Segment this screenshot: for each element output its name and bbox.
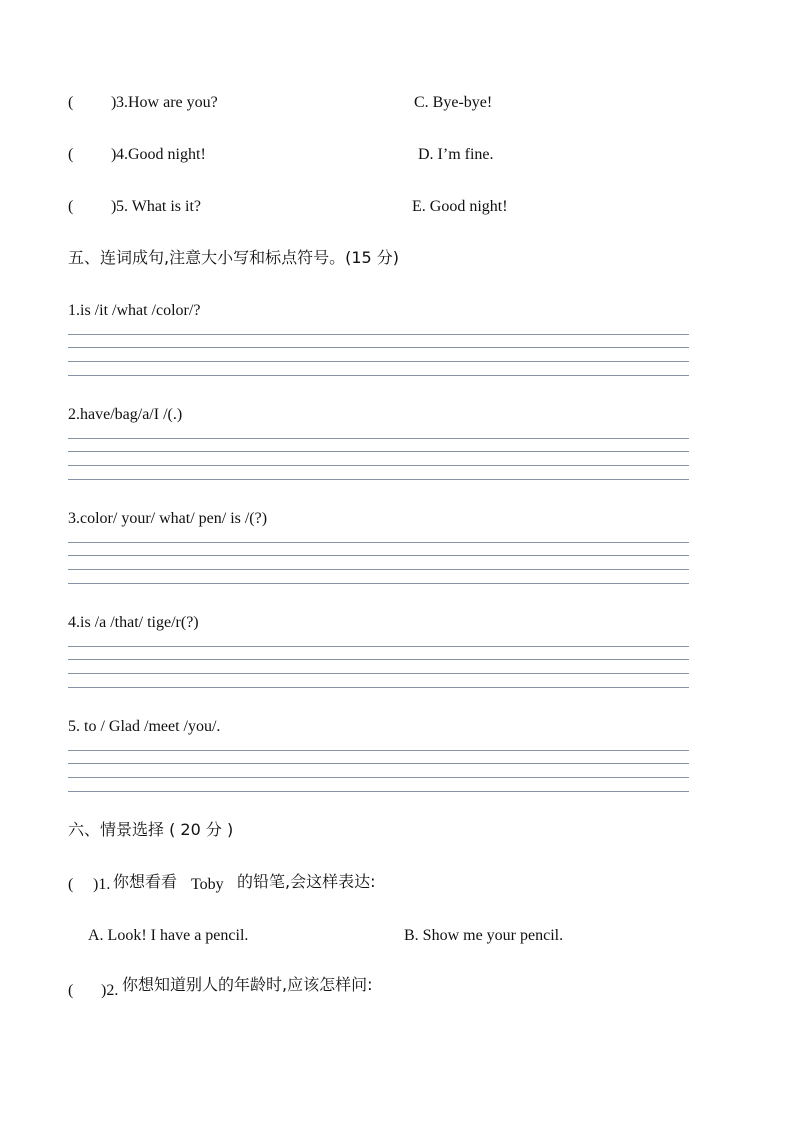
answer-bracket-open[interactable]: (	[68, 94, 74, 111]
writing-line	[68, 583, 689, 584]
question-number: )1.	[93, 876, 111, 893]
writing-line	[68, 451, 689, 452]
sentence-prompt: 2.have/bag/a/I /(.)	[68, 406, 183, 423]
writing-line	[68, 465, 689, 466]
writing-line	[68, 542, 689, 543]
sentence-prompt: 5. to / Glad /meet /you/.	[68, 718, 221, 735]
writing-line	[68, 375, 689, 376]
option-a[interactable]: A. Look! I have a pencil.	[88, 927, 249, 944]
answer-bracket-open[interactable]: (	[68, 982, 74, 999]
question-text: 3.How are you?	[116, 94, 218, 111]
writing-line	[68, 438, 689, 439]
section-heading: 五、连词成句,注意大小写和标点符号。(15 分)	[68, 248, 400, 267]
section-heading: 六、情景选择 ( 20 分 )	[68, 820, 234, 839]
writing-line	[68, 659, 689, 660]
answer-bracket-open[interactable]: (	[68, 876, 74, 893]
question-text: )	[111, 94, 117, 111]
writing-line	[68, 763, 689, 764]
option-b[interactable]: B. Show me your pencil.	[404, 927, 564, 944]
question-text: 5. What is it?	[116, 198, 202, 215]
question-number: )2.	[101, 982, 119, 999]
sentence-prompt: 4.is /a /that/ tige/r(?)	[68, 614, 199, 631]
writing-line	[68, 750, 689, 751]
answer-option: D. I’m fine.	[418, 146, 494, 163]
question-prompt: 你想知道别人的年龄时,应该怎样问:	[122, 975, 373, 994]
answer-bracket-open[interactable]: (	[68, 198, 74, 215]
sentence-prompt: 1.is /it /what /color/?	[68, 302, 201, 319]
writing-line	[68, 347, 689, 348]
question-prompt: 的铅笔,会这样表达:	[237, 872, 376, 891]
question-text: 4.Good night!	[116, 146, 206, 163]
writing-line	[68, 673, 689, 674]
question-prompt-name: Toby	[191, 876, 224, 893]
writing-line	[68, 555, 689, 556]
answer-option: E. Good night!	[412, 198, 508, 215]
writing-line	[68, 479, 689, 480]
writing-line	[68, 361, 689, 362]
answer-option: C. Bye-bye!	[414, 94, 493, 111]
writing-line	[68, 791, 689, 792]
question-prompt: 你想看看	[113, 872, 178, 891]
question-text: )	[111, 146, 117, 163]
question-text: )	[111, 198, 117, 215]
writing-line	[68, 777, 689, 778]
writing-line	[68, 569, 689, 570]
writing-line	[68, 334, 689, 335]
writing-line	[68, 646, 689, 647]
sentence-prompt: 3.color/ your/ what/ pen/ is /(?)	[68, 510, 268, 527]
answer-bracket-open[interactable]: (	[68, 146, 74, 163]
writing-line	[68, 687, 689, 688]
